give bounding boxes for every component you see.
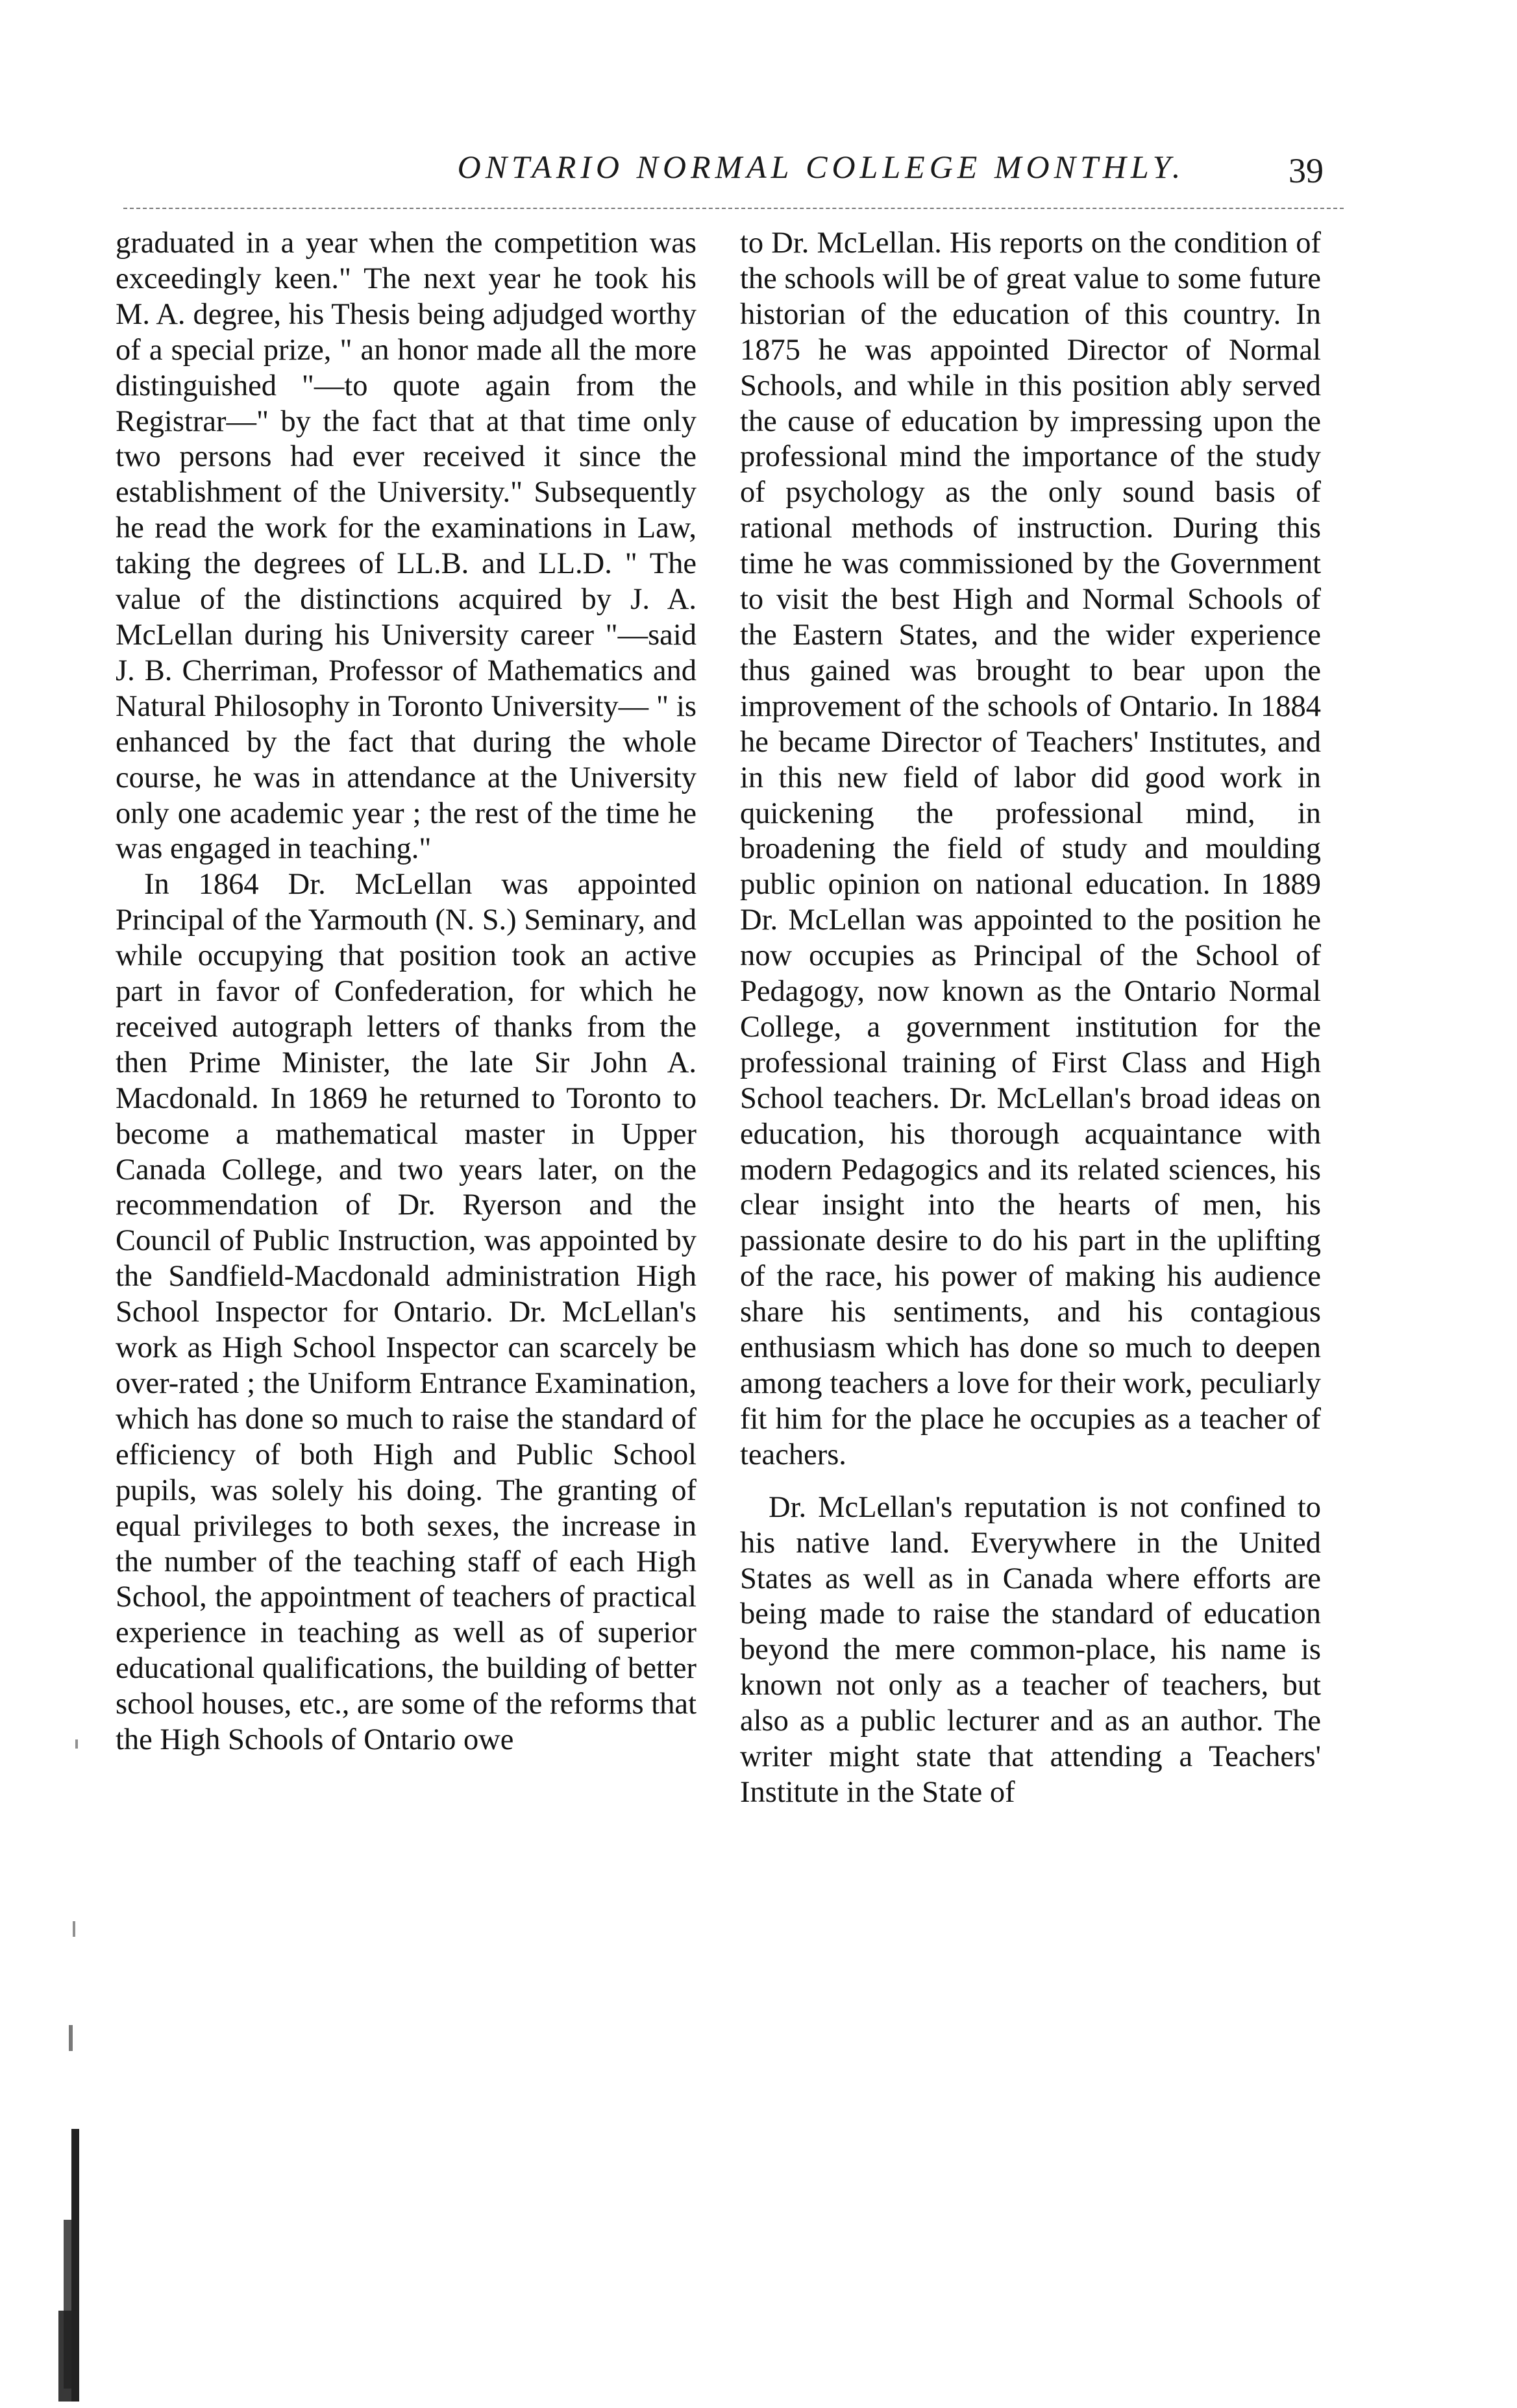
- page-number: 39: [1289, 151, 1324, 190]
- running-title: ONTARIO NORMAL COLLEGE MONTHLY.: [457, 149, 1185, 185]
- paragraph-continuation: graduated in a year when the competition was exceedingly keen." The next year he took his M. A. degree, his Thesis being adjudged worthy of a special prize, " an honor made all the more distinguished "—to quote again from the Registrar—" by the fact that at that time only two persons had ever received it since the establishment of the University." Subsequently he read the work for the examinations in Law, taking the degrees of LL.B. and LL.D. " The value of the distinctions acquired by J. A. McLellan during his University career "—said J. B. Cherriman, Professor of Mathematics and Natural Philosophy in Toronto University— " is enhanced by the fact that during the whole course, he was in attendance at the University only one academic year ; the rest of the time he was engaged in teaching.": [116, 227, 697, 866]
- left-column: [116, 226, 697, 1758]
- right-column: [740, 226, 1321, 1811]
- paragraph-yarmouth: In 1864 Dr. McLellan was appointed Principal of the Yarmouth (N. S.) Seminary, and while occupying that position took an active part in favor of Confederation, for which he received autograph letters of thanks from the then Prime Minister, the late Sir John A. Macdonald. In 1869 he returned to Toronto to become a mathematical master in Upper Canada College, and two years later, on the recommendation of Dr. Ryerson and the Council of Public Instruction, was appointed by the Sandfield-Macdonald administration High School Inspector for Ontario. Dr. McLellan's work as High School Inspector can scarcely be over-rated ; the Uniform Entrance Examination, which has done so much to raise the standard of efficiency of both High and Public School pupils, was solely his doing. The granting of equal privileges to both sexes, the increase in the number of the teaching staff of each High School, the appointment of teachers of practical experience in teaching as well as of superior educational qualifications, the building of better school houses, etc., are some of the reforms that the High Schools of Ontario owe: [116, 868, 697, 1757]
- paragraph-normal-schools: to Dr. McLellan. His reports on the condition of the schools will be of great value to some future historian of the education of this country. In 1875 he was appointed Director of Normal Schools, and while in this position ably served the cause of education by impressing upon the professional mind the importance of the study of psychology as the only sound basis of rational methods of instruction. During this time he was commissioned by the Government to visit the best High and Normal Schools of the Eastern States, and the wider experience thus gained was brought to bear upon the improvement of the schools of Ontario. In 1884 he became Director of Teachers' Institutes, and in this new field of labor did good work in quickening the professional mind, in broadening the field of study and moulding public opinion on national education. In 1889 Dr. McLellan was appointed to the position he now occupies as Principal of the School of Pedagogy, now known as the Ontario Normal College, a government institution for the professional training of First Class and High School teachers. Dr. McLellan's broad ideas on education, his thorough acquaintance with modern Pedagogics and its related sciences, his clear insight into the hearts of men, his passionate desire to do his part in the uplifting of the race, his power of making his audience share his sentiments, and his contagious enthusiasm which has done so much to deepen among teachers a love for their work, peculiarly fit him for the place he occupies as a teacher of teachers.: [740, 227, 1321, 1471]
- header-rule: [123, 208, 1344, 209]
- paragraph-reputation: Dr. McLellan's reputation is not confined to his native land. Everywhere in the United States as well as in Canada where efforts are being made to raise the standard of education beyond the mere common-place, his name is known not only as a teacher of teachers, but also as a public lecturer and as an author. The writer might state that attending a Teachers' Institute in the State of: [740, 1490, 1321, 1809]
- scan-edge-artifacts: [26, 1662, 84, 2408]
